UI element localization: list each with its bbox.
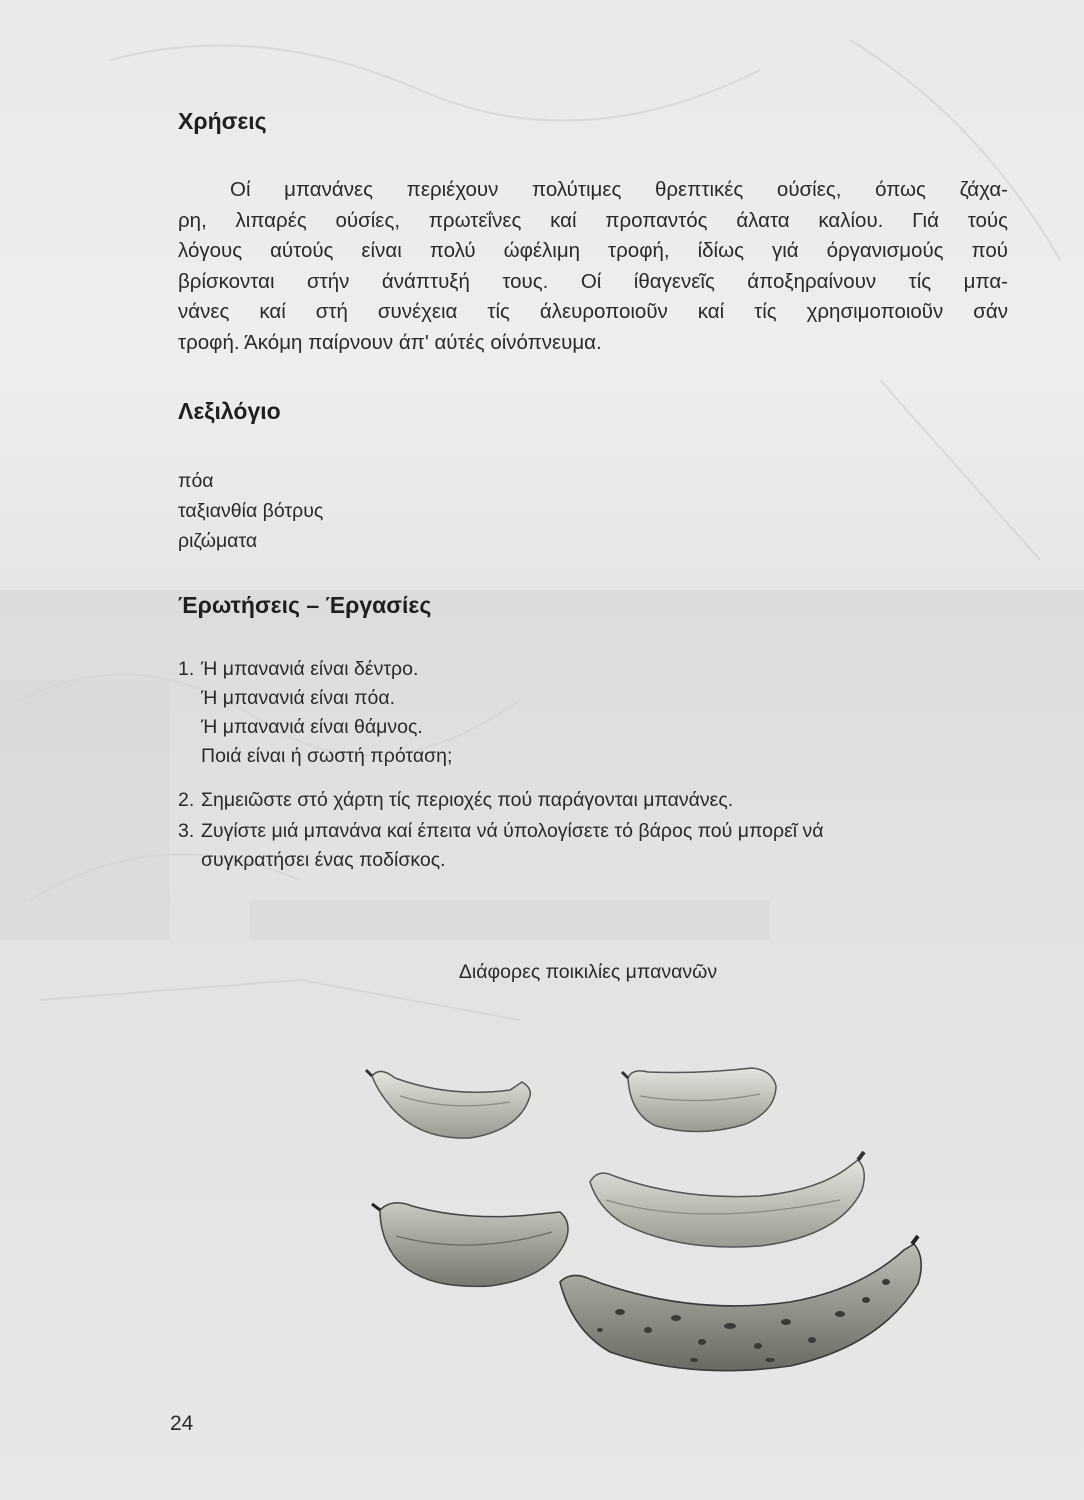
page-number: 24 — [170, 1412, 194, 1435]
figure-caption: Διάφορες ποικιλίες μπανανῶν — [458, 961, 718, 983]
vocabulary-term: πόα — [178, 470, 214, 492]
question-number: 3. — [178, 820, 195, 842]
question-line: Ή μπανανιά είναι πόα. — [201, 687, 396, 709]
banana-spotted-plantain — [560, 1236, 921, 1371]
vocabulary-term: ταξιανθία βότρυς — [178, 500, 324, 522]
question-line: Ή μπανανιά είναι θάμνος. — [201, 716, 423, 738]
question-line: Ζυγίστε μιά μπανάνα καί έπειτα νά ύπολογίσετε τό βάρος πού μπορεῖ νά — [201, 820, 824, 842]
uses-heading: Χρήσεις — [178, 108, 267, 134]
paragraph-line: ρη, λιπαρές ούσίες, πρωτεΐνες καί προπαντός άλατα καλίου. Γιά τούς — [178, 208, 1008, 232]
banana-long-middle — [590, 1152, 864, 1247]
question-line: Σημειῶστε στό χάρτη τίς περιοχές πού παράγονται μπανάνες. — [201, 789, 734, 811]
paragraph-line: λόγους αύτούς είναι πολύ ώφέλιμη τροφή, ίδίως γιά όργανισμούς πού — [178, 239, 1008, 262]
vocabulary-term: ριζώματα — [178, 530, 258, 552]
vocabulary-heading: Λεξιλόγιο — [178, 398, 281, 424]
question-line: Ή μπανανιά είναι δέντρο. — [201, 658, 419, 680]
paragraph-line: νάνες καί στή συνέχεια τίς άλευροποιοῦν καί τίς χρησιμοποιοῦν σάν — [178, 300, 1008, 323]
questions-heading: Έρωτήσεις – Έργασίες — [178, 592, 432, 618]
banana-dark-left — [372, 1203, 568, 1287]
paragraph-line: τροφή. Άκόμη παίρνουν άπ' αύτές οίνόπνευμα. — [178, 330, 602, 354]
paragraph-line: Οί μπανάνες περιέχουν πολύτιμες θρεπτικές ούσίες, όπως ζάχα- — [230, 178, 1008, 201]
question-number: 2. — [178, 789, 195, 811]
paragraph-line: βρίσκονται στήν άνάπτυξή τους. Οί ίθαγενεῖς άποξηραίνουν τίς μπα- — [178, 269, 1008, 293]
question-line: συγκρατήσει ένας ποδίσκος. — [201, 849, 446, 871]
question-line: Ποιά είναι ή σωστή πρόταση; — [201, 745, 453, 767]
banana-small-left — [366, 1070, 530, 1138]
banana-small-right — [622, 1068, 776, 1132]
question-number: 1. — [178, 658, 195, 680]
